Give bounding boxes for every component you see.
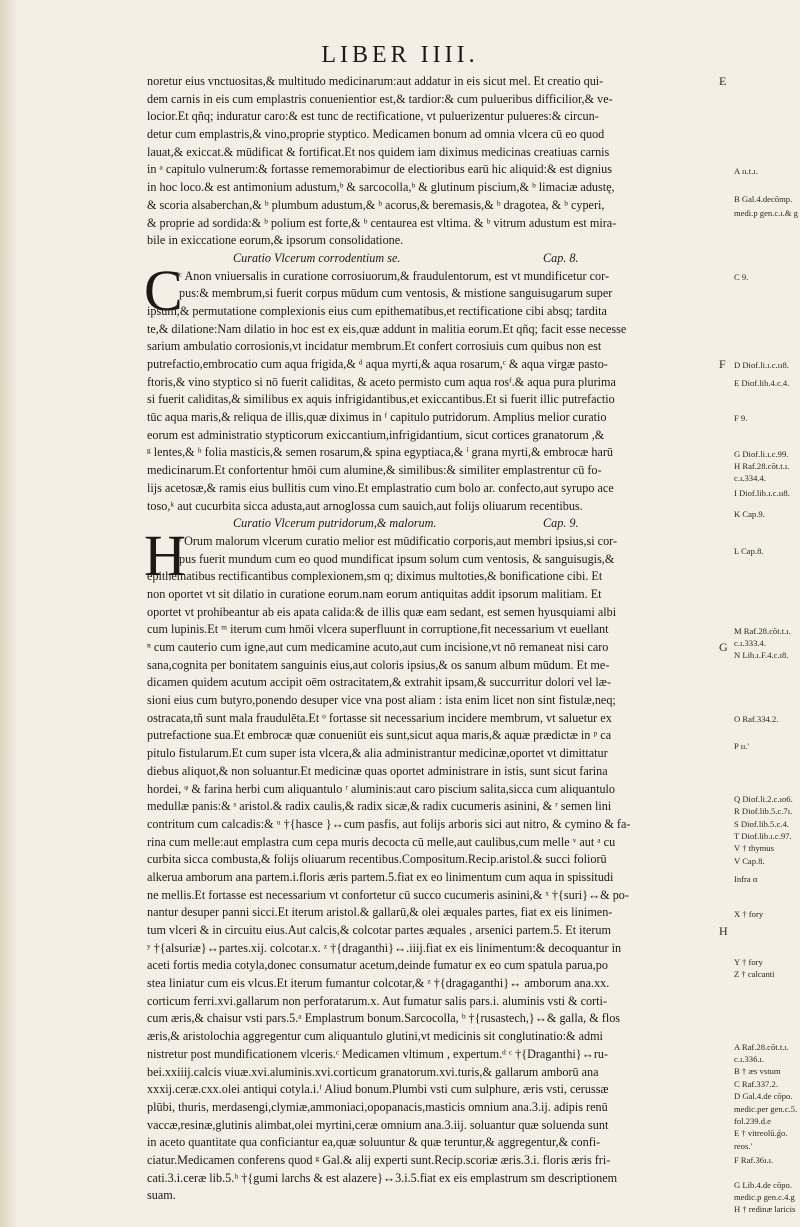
text-line: sarium ambulatio corrosionis,vt incidatur membrum.Et confert corrosiuis cum quibus non est: [147, 339, 602, 354]
text-line: tūc aqua maris,& reliqua de illis,quæ diximus in ᶠ capitulo putridorum. Amplius melior curatio: [147, 410, 607, 425]
margin-note: E † vitreolū.ǵo.: [734, 1128, 788, 1139]
margin-note: D Diof.li.ı.c.ıı8.: [734, 360, 789, 371]
main-text-column: [147, 73, 725, 1205]
text-line: ipsum,& permutatione complexionis eius cum epithematibus,et rectificatione cibi absq; tardita: [147, 303, 607, 318]
text-line: putrefactio,embrocatio cum aqua frigida,& ᵈ aqua myrti,& aqua rosarum,ᶜ & aqua virgæ pasto-: [147, 357, 608, 371]
text-line: in ᵃ capitulo vulnerum:& fortasse rememorabimur de electioribus earū hic aliquid:& est dignius: [147, 162, 612, 177]
text-line: ᵍ lentes,& ʰ folia masticis,& semen rosarum,& spina egyptiaca,& ⁱ grana myrti,& embrocæ harū: [147, 445, 613, 460]
margin-note: G Lib.4.de cōpo.: [734, 1179, 792, 1190]
text-line: bile in exiccatione eorum,& ipsorum consolidatione.: [147, 233, 404, 248]
margin-note: B Gal.4.decōmp.: [734, 193, 793, 204]
text-line: lauat,& exiccat.& mūdificat & fortificat.Et nos quidem iam diximus medicinas creatiuas carnis: [147, 144, 610, 159]
margin-note: G Diof.li.ı.c.99.: [734, 448, 789, 459]
text-line: lijs acetosæ,& ramis eius bullitis cum vino.Et emplastratio cum bolo ar. confecto,aut syrupo ace: [147, 480, 614, 495]
text-line: suam.: [147, 1188, 176, 1203]
text-line: vaccæ,resinæ,glutinis alimbat,olei myrtini,ceræ omnium ana.3.iij. soluantur quæ soluenda sunt: [147, 1117, 609, 1132]
margin-note: H † redinæ laricis: [734, 1204, 796, 1215]
section-letter: G: [719, 640, 728, 655]
text-line: pitulo fistularum.Et cum super ista vlcera,& alia administrantur medicinæ,oportet vt dimittatur: [147, 746, 608, 761]
text-line: oportet vt prohibeantur ab eis apata calida:& de illis quæ eam sedant, est semen hyusquiami albi: [147, 604, 617, 619]
text-line: si fuerit caliditas,& similibus ex aquis infrigidantibus,et exiccantibus.Et si fuerit illic putrefactio: [147, 392, 615, 407]
text-line: tum vlceri & in circuitu eius.Aut calcis,& colcotar partes æquales , arsenici partem.5. Et iterum: [147, 923, 611, 937]
text-line: medullæ panis:& ˢ aristol.& radix caulis,& radix sicæ,& radix cucumeris asinini, & ʳ semen lini: [147, 799, 612, 814]
running-head: LIBER IIII.: [321, 42, 479, 68]
text-line: in aceto quantitate qua conficiantur ea,quæ soluuntur & quæ teruntur,& aggregentur,& confi-: [147, 1135, 601, 1150]
text-line: detur cum emplastris,& vino,proprie styptico. Medicamen bonum ad omnia vlcera cū eo quod: [147, 127, 605, 142]
margin-note: N Lib.ı.F.4.c.ı8.: [734, 650, 789, 661]
margin-note: C 9.: [734, 271, 749, 282]
text-line: xxxij.ceræ.cxx.olei antiqui cotyla.i.ᶠ Aliud bonum.Plumbi vsti cum sulphure, æris vsti, cerussæ: [147, 1082, 609, 1097]
margin-note: Z † calcanti: [734, 969, 775, 980]
text-line: nistretur post mundificationem vlceris.ᶜ Medicamen vltimum , expertum.ᵈ ᶜ †{Draganthi}↔ru-: [147, 1046, 609, 1061]
text-line: eorum est administratio stypticorum exiccantium,infrigidantium, sicut cortices granatorum ,&: [147, 427, 605, 442]
margin-note: Y † fory: [734, 956, 763, 967]
margin-note: F 9.: [734, 413, 748, 424]
text-line: aceti fortis media cotyla,donec consumatur acetum,deinde fumatur ex eo cum spatula parua,po: [147, 958, 608, 973]
margin-note: V Cap.8.: [734, 855, 765, 866]
text-line: ˡ Orum malorum vlcerum curatio melior est mūdificatio corporis,aut membri ipsius,si cor-: [179, 533, 618, 548]
margin-note: A ıı.t.ı.: [734, 165, 758, 176]
section-title: Curatio Vlcerum corrodentium se.: [233, 250, 401, 265]
section-heading: [147, 250, 725, 268]
drop-cap: C: [144, 257, 183, 323]
margin-note: V † thymus: [734, 843, 774, 854]
margin-note: R Diof.lib.5.c.7ı.: [734, 806, 793, 817]
margin-note: T Diof.lib.ı.c.97.: [734, 831, 792, 842]
text-line: sana,cognita per bonitatem sanguinis eius,aut coloris ipsius,& os sanum album mūdum. Et me-: [147, 657, 610, 672]
drop-cap: H: [144, 523, 186, 589]
section-letter: F: [719, 357, 726, 372]
text-line: plūbi, thuris, merdasengi,clymiæ,ammoniaci,opopanacis,masticis omnium ana.3.ij. adipis renū: [147, 1099, 608, 1114]
text-line: sioni eius cum butyro,ponendo desuper vice vna post aliam : ista enim licet non sint fistulæ,neq;: [147, 693, 616, 708]
margin-note: medi.p gen.c.ı.& g: [734, 207, 798, 218]
text-line: toso,ᵏ aut cucurbita sicca adusta,aut arnoglossa cum sauich,aut folijs oliuarum recentibus.: [147, 498, 583, 513]
margin-note: X † fory: [734, 908, 764, 919]
page-gutter-shadow: [0, 0, 18, 1227]
margin-note: I Diof.lib.ı.c.ıı8.: [734, 487, 790, 498]
text-line: contritum cum calcadis:& ᵘ †{hasce }↔cum pasfis, aut folijs arboris sici aut nitro, & cymino & fa-: [147, 816, 631, 831]
text-line: ciatur.Medicamen conferens quod ᵍ Gal.& alij experti sunt.Recip.scoriæ æris.3.i. floris æris fri-: [147, 1152, 611, 1167]
text-line: ftoris,& vino styptico si nō fuerit caliditas, & aceto permisto cum aqua rosᶠ.& aqua pura plurima: [147, 374, 616, 389]
margin-note: c.ı.334.4.: [734, 473, 766, 484]
text-line: æris,& aristolochia aggregentur cum aliquantulo glutini,vt medicinis sit conglutinatio:& admi: [147, 1029, 603, 1044]
text-line: dem carnis in eis cum emplastris conuenientior est,& tardior:& cum pulueribus difficilior,& ve-: [147, 91, 613, 106]
text-line: & proprie ad sordida:& ᵇ polium est forte,& ᵇ centaurea est vltima. & ᵇ vitrum adustum est mira-: [147, 215, 617, 230]
margin-note: reos.': [734, 1140, 753, 1151]
text-line: pus fuerit mundum cum eo quod mundificat ipsum solum cum ventosis, & sanguisugis,&: [179, 551, 615, 566]
text-line: curbita sicca combusta,& folijs oliuarum recentibus.Compositum.Recip.aristol.& succi foliorū: [147, 852, 607, 867]
margin-note: P ıı.': [734, 740, 750, 751]
text-line: dicamen quidem acutum accipit oēm ostracitatem,& extrahit ipsam,& succurritur dolori vel læ-: [147, 675, 611, 690]
text-line: hordei, ᵠ & farina herbi cum aliquantulo ʳ aluminis:aut caro piscium salita,sicca cum aliquantulo: [147, 781, 616, 796]
text-line: diebus aliquot,& non soluantur.Et medicinæ quas oportet administrare in istis, sunt sicut farina: [147, 763, 608, 778]
margin-note: H Raf.28.cōt.t.ı.: [734, 461, 790, 472]
chapter-number: Cap. 8.: [543, 250, 579, 265]
text-line: & scoria alsaberchan,& ᵇ plumbum adustum,& ᵇ acorus,& beremasis,& ᵇ dragotea, & ᵇ cyperi,: [147, 197, 605, 212]
margin-note: S Diof.lib.5.c.4.: [734, 818, 789, 829]
text-line: in hoc loco.& est antimonium adustum,ᵇ & sarcocolla,ᵇ & glutinum piscium,& ᵇ limaciæ adustę,: [147, 180, 615, 195]
margin-note: A Raf.28.cōt.t.ı.: [734, 1041, 789, 1052]
margin-note: B † æs vstum: [734, 1066, 781, 1077]
margin-note: fol.239.d.e: [734, 1115, 771, 1126]
text-line: te,& dilatione:Nam dilatio in hoc est ex eis,quæ addunt in malitia eorum.Et qñq; facit esse necesse: [147, 321, 627, 336]
text-line: epithematibus rectificantibus complexionem,sm q; diximus multoties,& bonificatione cibi. Et: [147, 569, 603, 584]
text-line: alkerua amborum ana partem.i.floris æris partem.5.fiat ex eo linimentum cum aqua in spissitudi: [147, 869, 614, 884]
margin-note: Infra α: [734, 873, 758, 884]
margin-note: L Cap.8.: [734, 546, 764, 557]
text-line: cum æris,& chaisur vsti pars.5.ᵃ Emplastrum bonum.Sarcocolla, ᵇ †{rusastech,}↔& galla, & flos: [147, 1011, 621, 1026]
margin-note: c.ı.336.ı.: [734, 1054, 765, 1065]
margin-note: c.ı.333.4.: [734, 638, 766, 649]
margin-note: medic.p gen.c.4.g: [734, 1192, 795, 1203]
margin-note: medic.per gen.c.5.: [734, 1103, 798, 1114]
text-line: medicinarum.Et confortentur hmōi cum alumine,& similibus:& similiter emplastrentur cū fo-: [147, 463, 602, 478]
text-line: stea liniatur cum eis vlcus.Et iterum fumantur colcotar,& ᶻ †{dragaganthi}↔ amborum ana.xx.: [147, 976, 610, 991]
text-line: cati.3.i.ceræ lib.5.ʰ †{gumi larchs & est alazere}↔3.i.5.fiat ex eis emplastrum sm descriptionem: [147, 1170, 618, 1185]
margin-note: D Gal.4.de cōpo.: [734, 1091, 793, 1102]
margin-note: C Raf.337.2.: [734, 1078, 778, 1089]
text-line: ostracata,tñ sunt mala fraudulēta.Et ᵒ fortasse sit necessarium incidere membrum, vt saluetur ex: [147, 710, 612, 725]
text-line: ʸ †{alsuriæ}↔partes.xij. colcotar.x. ᶻ †{draganthi}↔.iiij.fiat ex eis linimentum:& decoquantur in: [147, 940, 622, 955]
text-line: bei.xxiiij.calcis viuæ.xvi.aluminis.xvi.corticum granatorum.xvi.turis,& gallarum amborū ana: [147, 1064, 599, 1079]
margin-note: K Cap.9.: [734, 508, 765, 519]
section-letter: E: [719, 74, 727, 88]
margin-note: M Raf.28.cōt.t.ı.: [734, 625, 791, 636]
section-heading: [147, 515, 725, 533]
text-line: rina cum melle:aut emplastra cum cepa muris decocta cū melle,aut caulibus,cum melle ᵛ aut ᵃ cu: [147, 834, 616, 849]
margin-note: E Diof.lib.4.c.4.: [734, 377, 790, 388]
section-title: Curatio Vlcerum putridorum,& malorum.: [233, 516, 437, 531]
text-line: pus:& membrum,si fuerit corpus mūdum cum ventosis, & mistione sanguisugarum super: [179, 286, 613, 301]
text-line: cum lupinis.Et ᵐ iterum cum hmōi vlcera superfluunt in corruptione,fit necessarium vt euellant: [147, 622, 609, 637]
margin-note: O Raf.334.2.: [734, 714, 779, 725]
text-line: ᶜ Anon vniuersalis in curatione corrosiuorum,& fraudulentorum, est vt mundificetur cor-: [179, 268, 610, 283]
text-line: locior.Et qñq; induratur caro:& est tunc de rectificatione, vt puluerizentur pulueres:& circun-: [147, 109, 599, 124]
text-line: non oportet vt sit dilatio in curatione eorum.nam eorum antiquitas addit ipsorum malitiam. Et: [147, 586, 602, 601]
margin-note: Q Diof.li.2.c.ıo6.: [734, 793, 793, 804]
text-line: ⁿ cum cauterio cum igne,aut cum medicamine acuto,aut cum incisione,vt nō remaneat nisi caro: [147, 640, 609, 654]
text-line: ne mellis.Et fortasse est necessarium vt confortetur cū succo cucumeris asinini,& ˣ †{suri}↔& po-: [147, 887, 629, 902]
text-line: putrefactione sua.Et embrocæ quæ conueniūt eis sunt,sicut aqua maris,& aquæ prædictæ in ᵖ ca: [147, 728, 612, 743]
margin-note: F Raf.36ı.ı.: [734, 1154, 774, 1165]
text-line: nantur desuper panni sicci.Et iterum aristol.& gallarū,& olei æquales partes, fiat ex eis linimen-: [147, 905, 613, 920]
text-line: corticum ferri.xvi.gallarum non perforatarum.x. Aut fumatur salis pars.i. aluminis vsti & corti-: [147, 993, 607, 1008]
text-line: noretur eius vnctuositas,& multitudo medicinarum:aut addatur in eis sicut mel. Et creatio qui-: [147, 74, 604, 88]
section-letter: H: [719, 923, 728, 938]
chapter-number: Cap. 9.: [543, 516, 579, 531]
